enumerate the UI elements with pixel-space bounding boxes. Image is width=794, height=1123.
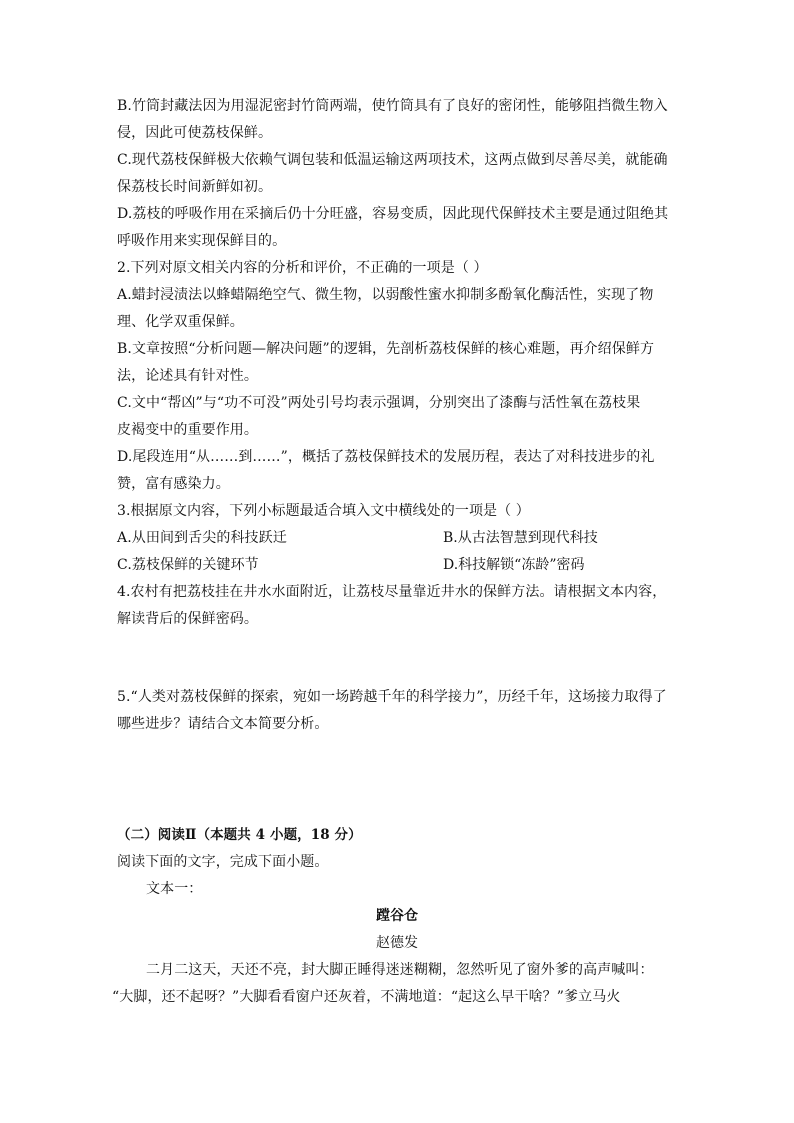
section-instruction: 阅读下面的文字，完成下面小题。 — [117, 854, 329, 870]
story-paragraph-line1: 二月二这天，天还不亮，封大脚正睡得迷迷糊糊，忽然听见了窗外爹的高声喊叫： — [146, 962, 654, 978]
q3-option-c: C.荔枝保鲜的关键环节 — [117, 557, 259, 573]
q2-option-b-line1: B.文章按照“分析问题—解决问题”的逻辑，先剖析荔枝保鲜的核心难题，再介绍保鲜方 — [117, 341, 655, 357]
q2-option-d-line1: D.尾段连用“从……到……”，概括了荔枝保鲜技术的发展历程，表达了对科技进步的礼 — [117, 449, 655, 465]
q1-option-d-line1: D.荔枝的呼吸作用在采摘后仍十分旺盛，容易变质，因此现代保鲜技术主要是通过阻绝其 — [117, 206, 669, 222]
q2-stem: 2.下列对原文相关内容的分析和评价，不正确的一项是（ ） — [117, 260, 488, 276]
q1-option-c-line1: C.现代荔枝保鲜极大依赖气调包装和低温运输这两项技术，这两点做到尽善尽美，就能确 — [117, 152, 668, 168]
q3-stem: 3.根据原文内容，下列小标题最适合填入文中横线处的一项是（ ） — [117, 503, 530, 519]
q1-option-d-line2: 呼吸作用来实现保鲜目的。 — [117, 233, 287, 249]
text-label: 文本一： — [146, 881, 203, 897]
q2-option-c-line1: C.文中“帮凶”与“功不可没”两处引号均表示强调，分别突出了漆酶与活性氧在荔枝果 — [117, 395, 641, 411]
q1-option-b-line1: B.竹筒封藏法因为用湿泥密封竹筒两端，使竹筒具有了良好的密闭性，能够阻挡微生物入 — [117, 98, 668, 114]
q2-option-b-line2: 法，论述具有针对性。 — [117, 368, 258, 384]
q4-line1: 4.农村有把荔枝挂在井水水面附近，让荔枝尽量靠近井水的保鲜方法。请根据文本内容， — [117, 584, 667, 600]
story-paragraph-line2: “大脚，还不起呀？”大脚看看窗户还灰着，不满地道：“起这么早干啥？”爹立马火 — [112, 989, 621, 1005]
q2-option-a-line2: 理、化学双重保鲜。 — [117, 314, 244, 330]
q4-line2: 解读背后的保鲜密码。 — [117, 611, 258, 627]
q2-option-d-line2: 赞，富有感染力。 — [117, 476, 230, 492]
q1-option-c-line2: 保荔枝长时间新鲜如初。 — [117, 179, 273, 195]
q2-option-c-line2: 皮褐变中的重要作用。 — [117, 422, 258, 438]
section-heading: （二）阅读Ⅱ（本题共 4 小题，18 分） — [117, 827, 362, 843]
q2-option-a-line1: A.蜡封浸渍法以蜂蜡隔绝空气、微生物，以弱酸性蜜水抑制多酚氧化酶活性，实现了物 — [117, 287, 654, 303]
q3-option-d: D.科技解锁“冻龄”密码 — [443, 557, 585, 573]
q5-line2: 哪些进步？请结合文本简要分析。 — [117, 716, 329, 732]
story-title: 蹚谷仓 — [376, 908, 418, 924]
q3-option-b: B.从古法智慧到现代科技 — [443, 530, 598, 546]
q5-line1: 5.“人类对荔枝保鲜的探索，宛如一场跨越千年的科学接力”，历经千年，这场接力取得了 — [117, 689, 667, 705]
q3-option-a: A.从田间到舌尖的科技跃迁 — [117, 530, 287, 546]
story-author: 赵德发 — [376, 935, 418, 951]
q1-option-b-line2: 侵，因此可使荔枝保鲜。 — [117, 125, 273, 141]
